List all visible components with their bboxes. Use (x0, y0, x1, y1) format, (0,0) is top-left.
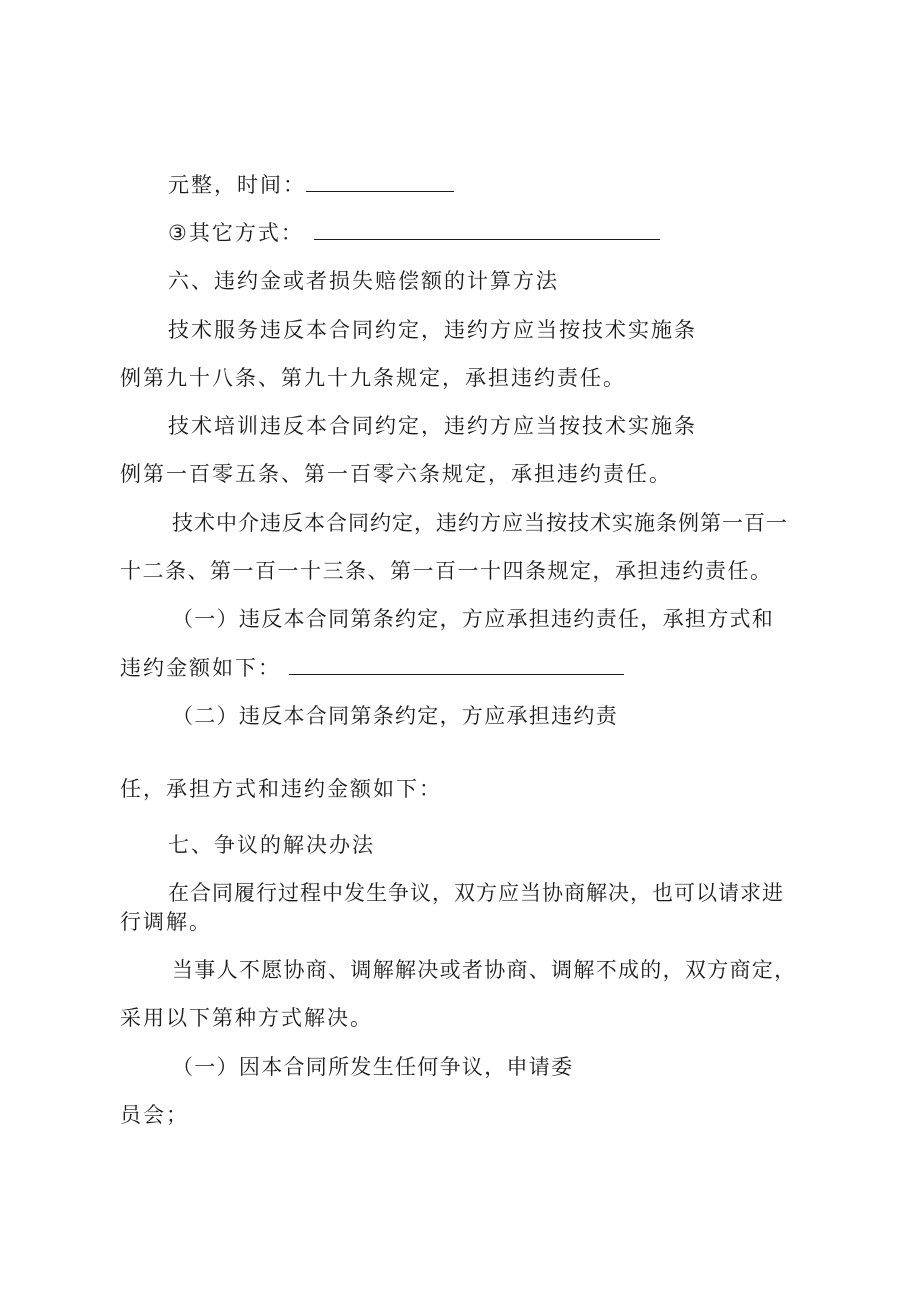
section-7-heading: 七、争议的解决办法 (168, 833, 375, 857)
clause-1-line-1: （一）违反本合同第条约定，方应承担违约责任，承担方式和 (172, 607, 775, 631)
tech-training-para-line-1: 技术培训违反本合同约定，违约方应当按技术实施条 (168, 414, 697, 438)
tech-agency-para-line-1: 技术中介违反本合同约定，违约方应当按技术实施条例第一百一 (172, 511, 788, 535)
section-6-heading: 六、违约金或者损失赔偿额的计算方法 (168, 269, 559, 293)
payment-time-line (168, 170, 454, 200)
clause-1-blank (289, 654, 624, 675)
payment-time-text: 元整，时间： (168, 173, 306, 197)
other-method-blank (314, 219, 660, 240)
time-blank (306, 171, 454, 192)
clause-2-line-2: 任，承担方式和违约金额如下： (120, 777, 442, 801)
tech-training-para-line-2: 例第一百零五条、第一百零六条规定，承担违约责任。 (120, 462, 672, 486)
other-method-text: ③其它方式： (168, 221, 304, 245)
arbitration-line-1: （一）因本合同所发生任何争议，申请委 (172, 1055, 574, 1079)
arbitration-line-2: 员会； (120, 1103, 189, 1127)
clause-2-line-1: （二）违反本合同第条约定，方应承担违约责 (172, 704, 618, 728)
other-method-line (168, 218, 660, 248)
dispute-para-line-2: 行调解。 (120, 910, 212, 934)
negotiation-para-line-2: 采用以下第种方式解决。 (120, 1006, 373, 1030)
negotiation-para-line-1: 当事人不愿协商、调解解决或者协商、调解不成的，双方商定， (172, 958, 797, 982)
tech-service-para-line-2: 例第九十八条、第九十九条规定，承担违约责任。 (120, 366, 626, 390)
tech-agency-para-line-2: 十二条、第一百一十三条、第一百一十四条规定，承担违约责任。 (120, 559, 773, 583)
tech-service-para-line-1: 技术服务违反本合同约定，违约方应当按技术实施条 (168, 318, 697, 342)
clause-1-line-2 (120, 653, 624, 683)
dispute-para-line-1: 在合同履行过程中发生争议，双方应当协商解决，也可以请求进 (168, 881, 784, 905)
clause-1-amount-text: 违约金额如下： (120, 656, 281, 680)
